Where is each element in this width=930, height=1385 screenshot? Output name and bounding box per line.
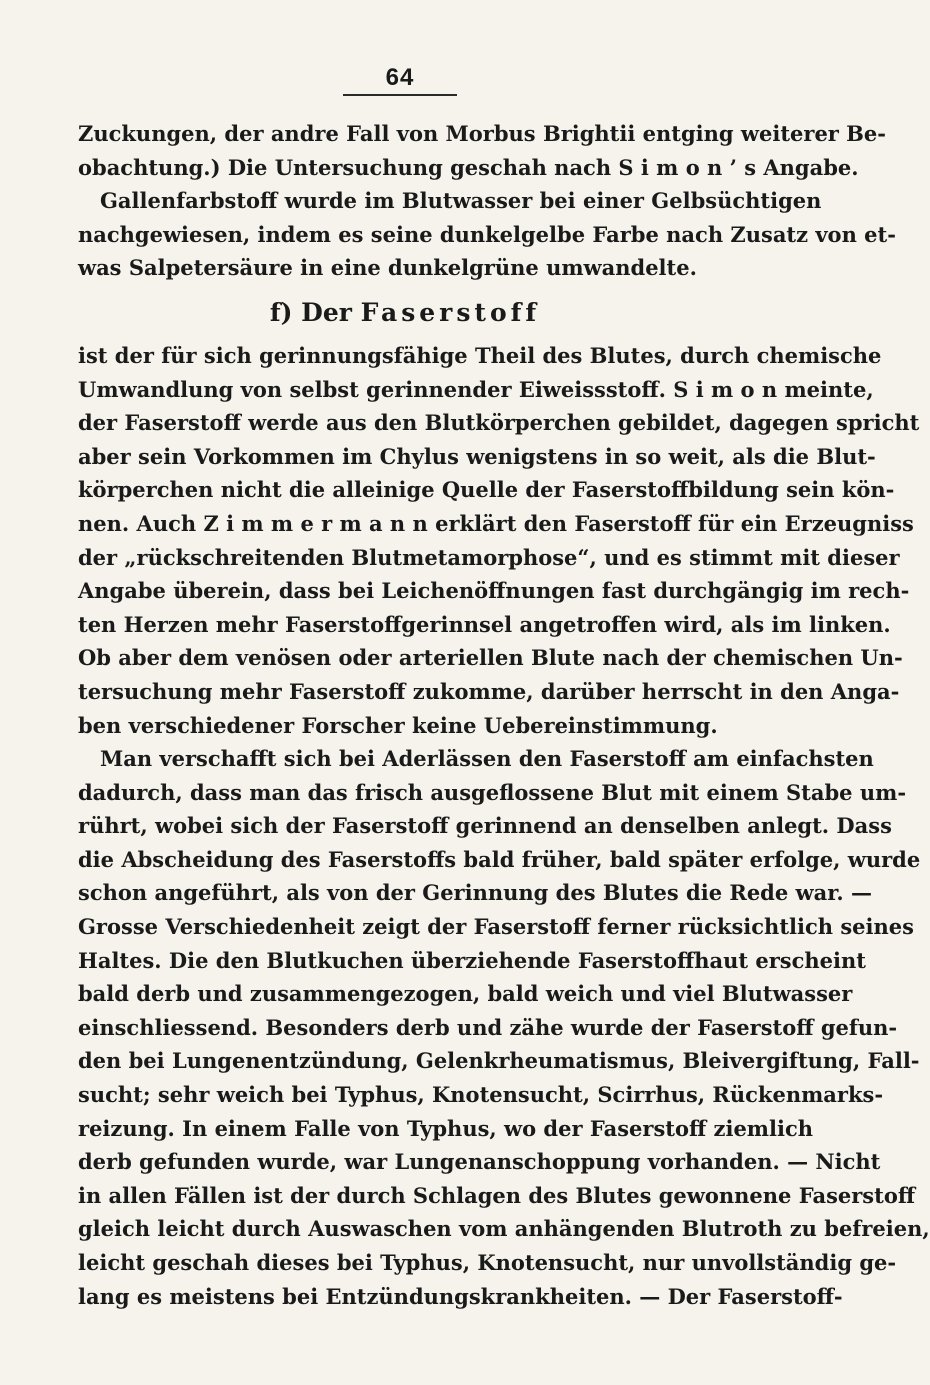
text-line: tersuchung mehr Faserstoff zukomme, darüber herrscht in den Anga- xyxy=(78,678,900,704)
text-line: einschliessend. Besonders derb und zähe wurde der Faserstoff gefun- xyxy=(78,1014,898,1040)
text-line: den bei Lungenentzündung, Gelenkrheumatismus, Bleivergiftung, Fall- xyxy=(78,1048,920,1074)
text-line: Grosse Verschiedenheit zeigt der Faserstoff ferner rücksichtlich seines xyxy=(78,914,914,940)
text-line: der „rückschreitenden Blutmetamorphose“, und es stimmt mit dieser xyxy=(78,544,900,570)
text-line: dadurch, dass man das frisch ausgeflossene Blut mit einem Stabe um- xyxy=(78,779,907,805)
text-line: der Faserstoff werde aus den Blutkörperchen gebildet, dagegen spricht xyxy=(78,410,920,436)
text-line: Zuckungen, der andre Fall von Morbus Brightii entging weiterer Be- xyxy=(78,121,887,146)
section-heading-word: Der xyxy=(301,297,352,327)
text-line: körperchen nicht die alleinige Quelle der Faserstoffbildung sein kön- xyxy=(78,477,895,503)
text-line: derb gefunden wurde, war Lungenanschoppung vorhanden. — Nicht xyxy=(78,1149,881,1175)
text-line: Angabe überein, dass bei Leichenöffnungen fast durchgängig im rech- xyxy=(78,578,910,604)
text-line: bald derb und zusammengezogen, bald weich und viel Blutwasser xyxy=(78,981,853,1007)
header-rule xyxy=(343,94,457,96)
text-line: Man verschafft sich bei Aderlässen den Faserstoff am einfachsten xyxy=(100,746,874,772)
section-marker: f) xyxy=(269,297,293,327)
text-line: die Abscheidung des Faserstoffs bald früher, bald später erfolge, wurde xyxy=(78,846,921,872)
text-line: obachtung.) Die Untersuchung geschah nach S i m o n ’ s Angabe. xyxy=(78,154,859,180)
body-text xyxy=(78,117,930,1313)
text-line: gleich leicht durch Auswaschen vom anhängenden Blutroth zu befreien, xyxy=(78,1216,930,1242)
text-line: leicht geschah dieses bei Typhus, Knotensucht, nur unvollständig ge- xyxy=(78,1250,897,1275)
text-line: rührt, wobei sich der Faserstoff gerinnend an denselben anlegt. Dass xyxy=(78,813,892,839)
text-line: lang es meistens bei Entzündungskrankheiten. — Der Faserstoff- xyxy=(78,1283,843,1309)
text-line: was Salpetersäure in eine dunkelgrüne umwandelte. xyxy=(78,255,697,281)
section-heading xyxy=(78,285,732,335)
text-line: ben verschiedener Forscher keine Uebereinstimmung. xyxy=(78,712,718,738)
text-line: Haltes. Die den Blutkuchen überziehende Faserstoffhaut erscheint xyxy=(78,947,866,973)
text-line: nachgewiesen, indem es seine dunkelgelbe Farbe nach Zusatz von et- xyxy=(78,221,896,247)
text-line: in allen Fällen ist der durch Schlagen des Blutes gewonnene Faserstoff xyxy=(78,1182,916,1208)
text-line: Ob aber dem venösen oder arteriellen Blute nach der chemischen Un- xyxy=(78,645,903,671)
text-line: aber sein Vorkommen im Chylus wenigstens in so weit, als die Blut- xyxy=(78,443,876,469)
text-line: Umwandlung von selbst gerinnender Eiweissstoff. S i m o n meinte, xyxy=(78,376,874,402)
text-line: ist der für sich gerinnungsfähige Theil des Blutes, durch chemische xyxy=(78,342,882,368)
text-line: nen. Auch Z i m m e r m a n n erklärt den Faserstoff für ein Erzeugniss xyxy=(78,510,914,536)
section-title: Faserstoff xyxy=(360,297,541,327)
text-line: ten Herzen mehr Faserstoffgerinnsel angetroffen wird, als im linken. xyxy=(78,611,891,637)
page-number: 64 xyxy=(385,64,415,91)
text-line: reizung. In einem Falle von Typhus, wo der Faserstoff ziemlich xyxy=(78,1115,814,1141)
text-line: Gallenfarbstoff wurde im Blutwasser bei einer Gelbsüchtigen xyxy=(100,188,822,214)
text-line: sucht; sehr weich bei Typhus, Knotensucht, Scirrhus, Rückenmarks- xyxy=(78,1082,884,1108)
text-line: schon angeführt, als von der Gerinnung des Blutes die Rede war. — xyxy=(78,880,872,906)
